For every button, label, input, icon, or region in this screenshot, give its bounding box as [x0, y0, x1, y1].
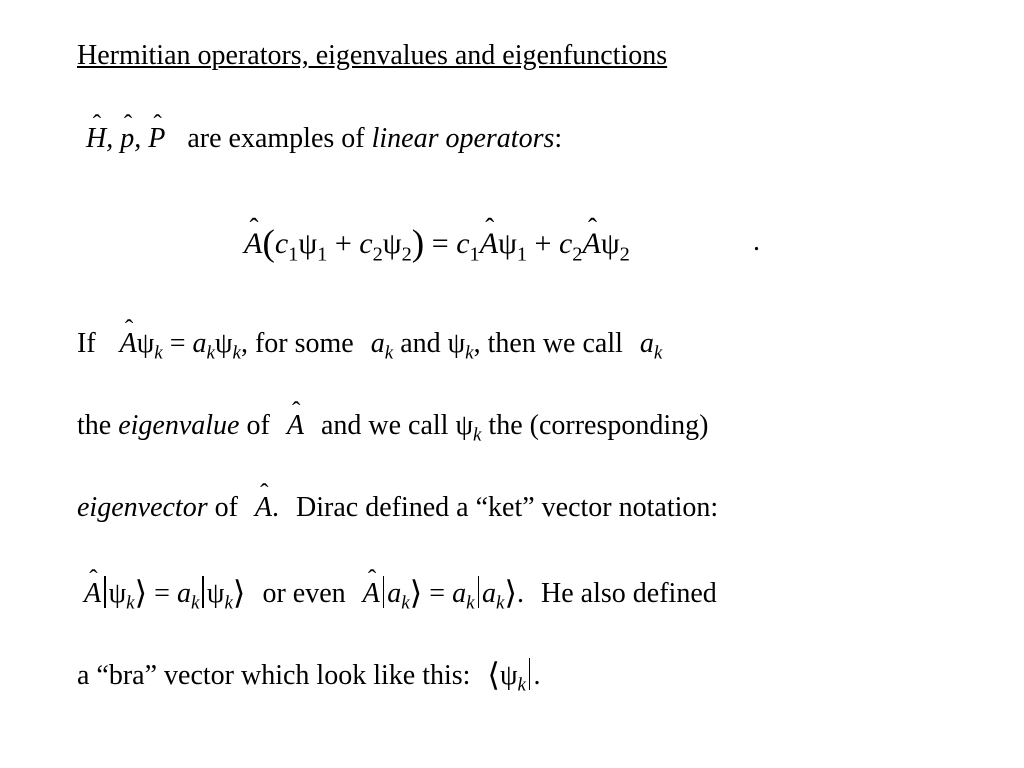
then-text: , then we call — [473, 328, 623, 359]
linear-operators-term: linear operators — [371, 123, 555, 154]
the-word: the — [77, 410, 112, 441]
for-some-text: , for some — [240, 328, 354, 359]
eigenvalue-line — [77, 410, 709, 446]
ak-symbol-2: $a_k$ — [639, 328, 663, 364]
linearity-equation: ˆ $A(c_1\psi_1 + c_2\psi_2)$ = $c_1ˆ$ $A\psi_1$ + $c_2ˆ$ $A\psi_2$ — [244, 222, 630, 265]
bra-line — [77, 656, 541, 696]
ket-equation-1: ˆ A $\psi_k⟩ = a_k$ $\psi_k⟩$ — [84, 578, 245, 609]
and-we-call-text: and we call — [320, 410, 449, 441]
intro-colon: : — [554, 123, 563, 154]
dirac-text: Dirac defined a “ket” vector notation: — [296, 492, 719, 523]
eigenvalue-term: eigenvalue — [118, 410, 240, 441]
intro-text: are examples of — [187, 123, 365, 154]
operator-list: ˆ H, ˆ p, ˆ P — [86, 123, 165, 154]
psik-symbol-3: $\psi_k$ — [455, 410, 482, 446]
eigenvector-term: eigenvector — [77, 492, 208, 523]
eigen-equation: ˆ $A\psi_k = a_k\psi_k$ — [120, 328, 241, 359]
intro-line — [86, 125, 562, 153]
bra-text: a “bra” vector which look like this: — [77, 660, 471, 692]
of-word-2: of — [214, 492, 238, 523]
operator-a: ˆ A — [287, 412, 304, 440]
equation-period: . — [753, 226, 760, 257]
or-even-text: or even — [262, 578, 346, 610]
and-word: and — [400, 328, 441, 359]
slide-title: Hermitian operators, eigenvalues and eigenfunctions — [77, 40, 668, 71]
he-also-defined-text: He also defined — [541, 578, 717, 610]
ak-symbol: $a_k$ — [370, 328, 394, 364]
if-word: If — [77, 328, 96, 359]
eigenvector-line — [77, 494, 718, 522]
psik-symbol: $\psi_k$ — [447, 328, 474, 364]
operator-a-period: ˆ A. — [255, 492, 279, 523]
ket-line — [84, 574, 717, 614]
of-word: of — [246, 410, 270, 441]
bra-symbol: $⟨\psi_k$ . — [487, 656, 541, 696]
eigen-definition-line — [77, 328, 663, 364]
ket-equation-2: ˆ A $a_k⟩ = a_k$ $a_k⟩$. — [363, 578, 524, 609]
corresponding-text: the (corresponding) — [488, 410, 709, 441]
